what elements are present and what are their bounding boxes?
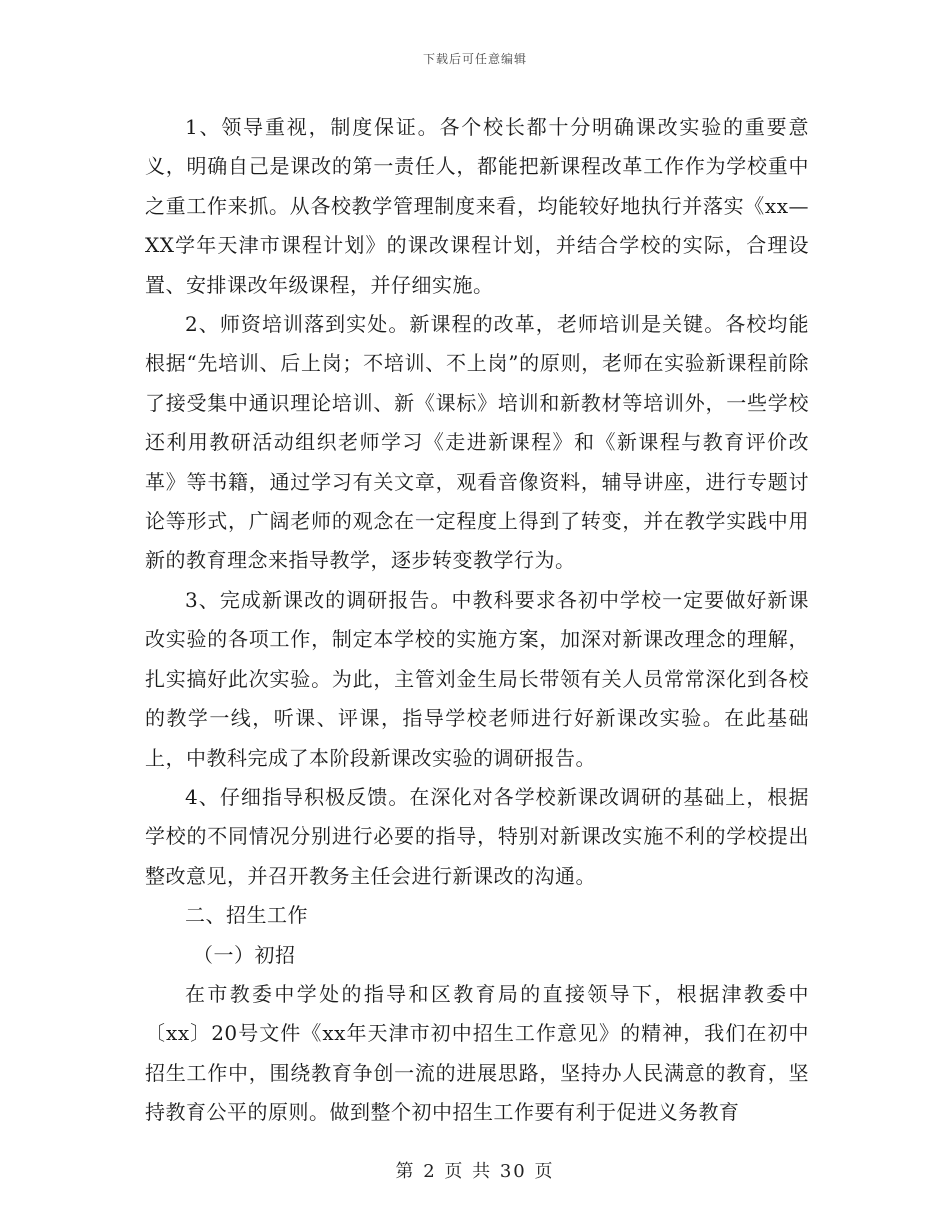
paragraph-leadership: 1、领导重视，制度保证。各个校长都十分明确课改实验的重要意义，明确自己是课改的第一责任人，都能把新课程改革工作作为学校重中之重工作来抓。从各校教学管理制度来看，均能较好地执行并落实《xx—XX学年天津市课程计划》的课改课程计划，并结合学校的实际，合理设置、安排课改年级课程，并仔细实施。	[145, 115, 809, 297]
page-header: 下载后可任意编辑	[422, 52, 527, 66]
paragraph-research-report: 3、完成新课改的调研报告。中教科要求各初中学校一定要做好新课改实验的各项工作，制定本学校的实施方案，加深对新课改理念的理解，扎实搞好此次实验。为此，主管刘金生局长带领有关人员常常深化到各校的教学一线，听课、评课，指导学校老师进行好新课改实验。在此基础上，中教科完成了本阶段新课改实验的调研报告。	[145, 587, 809, 770]
paragraph-teacher-training: 2、师资培训落到实处。新课程的改革，老师培训是关键。各校均能根据“先培训、后上岗；不培训、不上岗”的原则，老师在实验新课程前除了接受集中通识理论培训、新《课标》培训和新教材等培训外，一些学校还利用教研活动组织老师学习《走进新课程》和《新课程与教育评价改革》等书籍，通过学习有关文章，观看音像资料，辅导讲座，进行专题讨论等形式，广阔老师的观念在一定程度上得到了转变，并在教学实践中用新的教育理念来指导教学，逐步转变教学行为。	[145, 312, 809, 573]
document-body	[145, 108, 809, 1133]
page-number-footer: 第 2 页 共 30 页	[395, 1161, 555, 1182]
paragraph-guidance-feedback: 4、仔细指导积极反馈。在深化对各学校新课改调研的基础上，根据学校的不同情况分别进行必要的指导，特别对新课改实施不利的学校提出整改意见，并召开教务主任会进行新课改的沟通。	[145, 784, 809, 888]
paragraph-enrollment-policy: 在市教委中学处的指导和区教育局的直接领导下，根据津教委中〔xx〕20号文件《xx年天津市初中招生工作意见》的精神，我们在初中招生工作中，围绕教育争创一流的进展思路，坚持办人民满意的教育，坚持教育公平的原则。做到整个初中招生工作要有利于促进义务教育	[145, 981, 809, 1125]
section-heading-enrollment: 二、招生工作	[185, 903, 308, 928]
subsection-heading-junior-enrollment: （一）初招	[193, 942, 296, 967]
